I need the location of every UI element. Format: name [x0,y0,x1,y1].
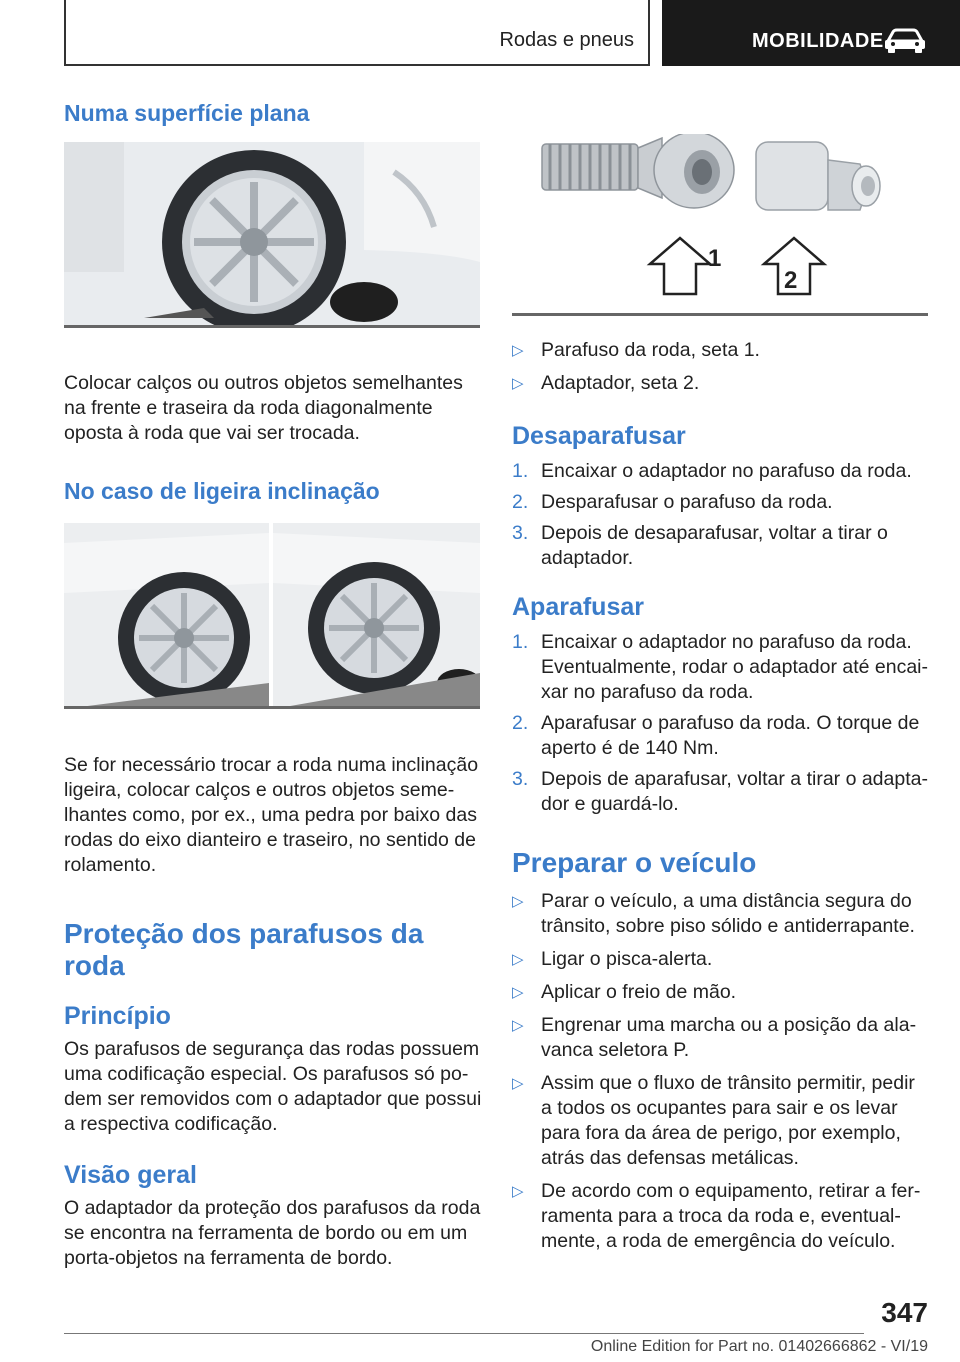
list-item: 1. Encaixar o adaptador no parafuso da roda. Eventualmente, rodar o adaptador até encaixar no parafuso da roda. [512,631,929,703]
page-number: 347 [881,1297,928,1328]
wheel-flat-illustration [64,142,480,328]
heading-principle: Princípio [64,1002,171,1030]
header-frame [64,0,650,66]
list-item: ▷ Parafuso da roda, seta 1. [512,339,760,361]
bullet-marker: ▷ [512,1183,524,1200]
bullet-marker: ▷ [512,984,524,1001]
heading-screw: Aparafusar [512,593,644,621]
list-item: ▷ Adaptador, seta 2. [512,372,700,394]
heading-unscrew: Desaparafusar [512,422,686,450]
figure-baseline [64,706,480,709]
bullet-marker: ▷ [512,342,524,359]
heading-flat-surface: Numa superfície plana [64,100,310,126]
figure-slight-slope [64,523,480,709]
bullet-marker: ▷ [512,375,524,392]
figure-baseline [64,325,480,328]
list-item: ▷ Ligar o pisca-alerta. [512,948,713,970]
paragraph-slight-slope: Se for necessário trocar a roda numa inclinação ligeira, colocar calços e outros objetos semelhantes como, por ex., uma pedra por baixo das rodas do eixo dianteiro e traseiro, no sentido de rolamento. [64,754,479,876]
figure-wheel-bolt [512,134,928,316]
bullet-marker: ▷ [512,1017,524,1034]
list-item: 2. Desparafusar o parafuso da roda. [512,491,833,513]
wheel-slope-illustration [64,523,480,709]
car-icon [884,28,926,54]
right-column [512,134,930,1254]
screw-steps [512,630,930,817]
bullet-marker: ▷ [512,893,524,910]
bullet-marker: ▷ [512,951,524,968]
header-section-title: Rodas e pneus [499,29,634,51]
paragraph-principle: Os parafusos de segurança das rodas possuem uma codificação especial. Os parafusos só podem ser removidos com o adaptador que possui a respectiva codificação. [64,1038,482,1135]
arrow-label-1: 1 [708,245,722,272]
arrow-label-2: 2 [784,267,798,294]
heading-overview: Visão geral [64,1161,197,1189]
heading-slight-slope: No caso de ligeira inclinação [64,478,380,504]
prepare-vehicle-list [512,889,930,1254]
list-item: 2. Aparafusar o parafuso da roda. O torque de aperto é de 140 Nm. [512,712,920,759]
header-chapter-tab [662,0,960,66]
paragraph-overview: O adaptador da proteção dos parafusos da roda se encontra na ferramenta de bordo ou em um porta-objetos na ferramenta de bordo. [64,1197,481,1269]
list-item: ▷ De acordo com o equipamento, retirar a ferramenta para a troca da roda e, eventualmente, a roda de emergência do veículo. [512,1180,921,1252]
list-item: ▷ Engrenar uma marcha ou a posição da alavanca seletora P. [512,1014,917,1061]
list-item: ▷ Assim que o fluxo de trânsito permitir, pedir a todos os ocupantes para sair e os levar para fora da área de perigo, por exemplo, atrás das defensas metálicas. [512,1072,915,1169]
figure-legend [512,338,930,396]
list-item: ▷ Aplicar o freio de mão. [512,981,737,1003]
list-item: 1. Encaixar o adaptador no parafuso da roda. [512,460,912,482]
bullet-marker: ▷ [512,1075,524,1092]
list-item: 3. Depois de desaparafusar, voltar a tirar o adaptador. [512,522,888,569]
footer-divider [64,1333,864,1334]
heading-wheel-lock: Proteção dos parafusos da roda [64,918,424,981]
figure-flat-surface [64,142,480,328]
header-chapter-label: MOBILIDADE [752,30,884,52]
wheel-bolt-adapter-illustration [512,134,928,316]
figure-baseline [512,313,928,316]
paragraph-flat-surface: Colocar calços ou outros objetos semelhantes na frente e traseira da roda diagonalmente oposta à roda que vai ser trocada. [64,372,463,444]
left-column [64,100,482,1271]
heading-prepare-vehicle: Preparar o veículo [512,847,757,878]
footer-edition: Online Edition for Part no. 01402666862 - VI/19 [590,1338,928,1355]
list-item: ▷ Parar o veículo, a uma distância segura do trânsito, sobre piso sólido e antiderrapante. [512,890,915,937]
list-item: 3. Depois de aparafusar, voltar a tirar o adaptador e guardá-lo. [512,768,928,815]
unscrew-steps [512,459,930,571]
